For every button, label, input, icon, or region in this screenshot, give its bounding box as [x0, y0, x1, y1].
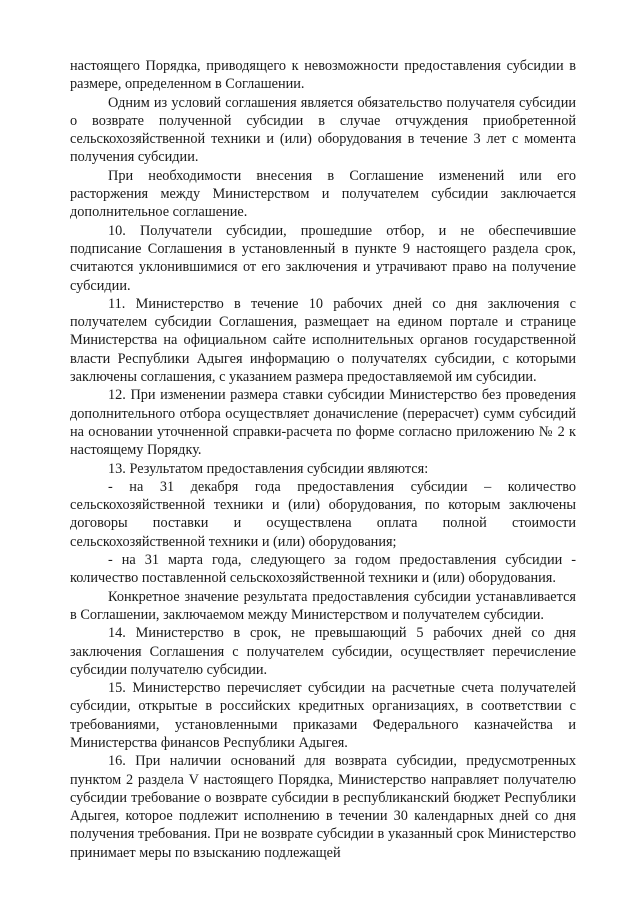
paragraph-item-13: 13. Результатом предоставления субсидии являются: — [108, 460, 429, 477]
paragraph-result-value: Конкретное значение результата предоставления субсидии устанавливается в Соглашении, заключаемом между Министерством и получателем субсидии. — [70, 588, 576, 623]
paragraph-item-16: 16. При наличии оснований для возврата субсидии, предусмотренных пунктом 2 раздела V настоящего Порядка, Министерство направляет получателю субсидии требование о возврате субсидии в республиканский бюджет Республики Адыгея, которое подлежит исполнению в течении 30 календарных дней со дня получения требования. При не возврате субсидии в указанный срок Министерство принимает меры по взысканию подлежащей — [70, 753, 576, 861]
paragraph-item-15: 15. Министерство перечисляет субсидии на расчетные счета получателей субсидии, открытые в российских кредитных организациях, в соответствии с требованиями, установленными приказами Федерального казначейства и Министерства финансов Республики Адыгея. — [70, 680, 576, 751]
paragraph-item-13-dash-1: - на 31 декабря года предоставления субсидии – количество сельскохозяйственной техники и (или) оборудования, по которым заключены договоры поставки и осуществлена оплата полной стоимости сельскохозяйственной техники и (или) оборудования; — [70, 478, 576, 550]
paragraph-item-14: 14. Министерство в срок, не превышающий 5 рабочих дней со дня заключения Соглашения с получателем субсидии, осуществляет перечисление субсидии получателю субсидии. — [70, 625, 576, 678]
paragraph-item-13-dash-2: - на 31 марта года, следующего за годом предоставления субсидии - количество поставленной сельскохозяйственной техники и (или) оборудования. — [70, 552, 576, 587]
paragraph-agreement-condition: Одним из условий соглашения является обязательство получателя субсидии о возврате полученной субсидии в случае отчуждения приобретенной сельскохозяйственной техники и (или) оборудования в течение 3 лет с момента получения субсидии. — [70, 94, 576, 166]
paragraph-continuation: настоящего Порядка, приводящего к невозможности предоставления субсидии в размере, определенном в Соглашении. — [70, 58, 576, 93]
paragraph-agreement-changes: При необходимости внесения в Соглашение изменений или его расторжения между Министерством и получателем субсидии заключается дополнительное соглашение. — [70, 167, 576, 221]
paragraph-item-11: 11. Министерство в течение 10 рабочих дней со дня заключения с получателем субсидии Соглашения, размещает на едином портале и странице Министерства на официальном сайте исполнительных органов государственной власти Республики Адыгея информацию о получателях субсидии, с которыми заключены соглашения, с указанием размера предоставляемой им субсидии. — [70, 295, 576, 386]
paragraph-item-10: 10. Получатели субсидии, прошедшие отбор, и не обеспечившие подписание Соглашения в установленный в пункте 9 настоящего раздела срок, считаются уклонившимися от его заключения и утрачивают право на получение субсидии. — [70, 222, 576, 294]
document-body — [70, 57, 576, 862]
paragraph-item-12: 12. При изменении размера ставки субсидии Министерство без проведения дополнительного отбора осуществляет доначисление (перерасчет) сумм субсидий на основании уточненной справки-расчета по форме согласно приложению № 2 к настоящему Порядку. — [70, 387, 576, 459]
